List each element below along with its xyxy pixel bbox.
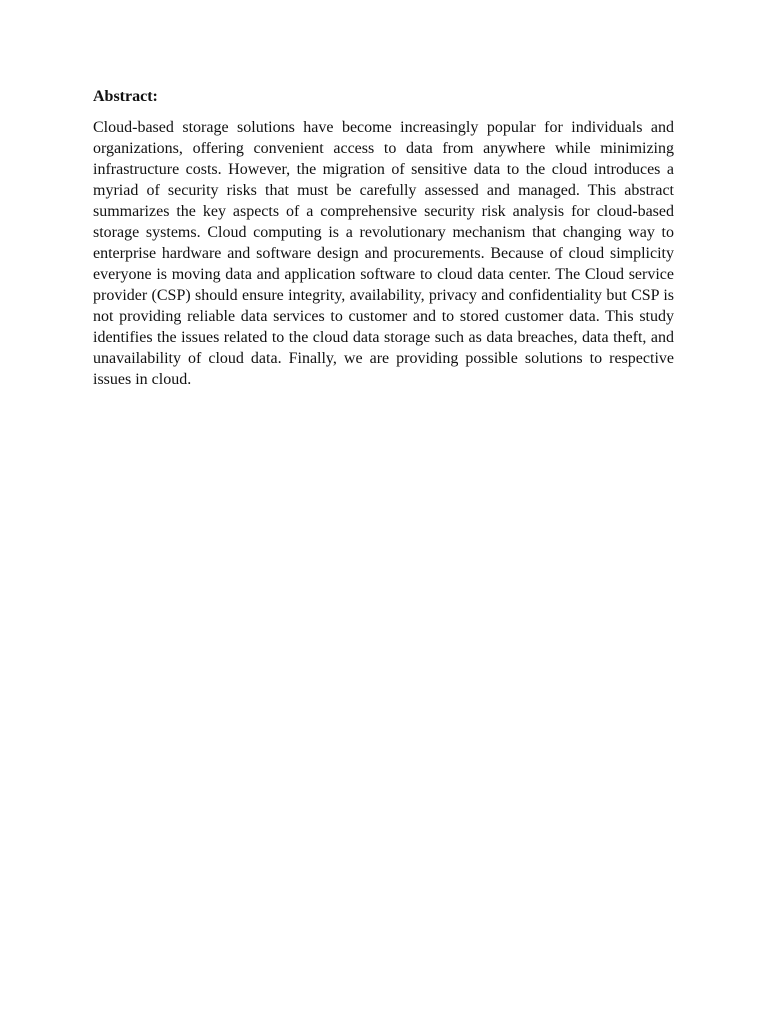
abstract-heading: Abstract: <box>93 88 158 105</box>
abstract-paragraph: Cloud-based storage solutions have become increasingly popular for individuals and organizations, offering convenient access to data from anywhere while minimizing infrastructure costs. However, the migration of sensitive data to the cloud introduces a myriad of security risks that must be carefully assessed and managed. This abstract summarizes the key aspects of a comprehensive security risk analysis for cloud-based storage systems. Cloud computing is a revolutionary mechanism that changing way to enterprise hardware and software design and procurements. Because of cloud simplicity everyone is moving data and application software to cloud data center. The Cloud service provider (CSP) should ensure integrity, availability, privacy and confidentiality but CSP is not providing reliable data services to customer and to stored customer data. This study identifies the issues related to the cloud data storage such as data breaches, data theft, and unavailability of cloud data. Finally, we are providing possible solutions to respective issues in cloud. <box>93 119 674 388</box>
abstract-section <box>93 86 674 390</box>
